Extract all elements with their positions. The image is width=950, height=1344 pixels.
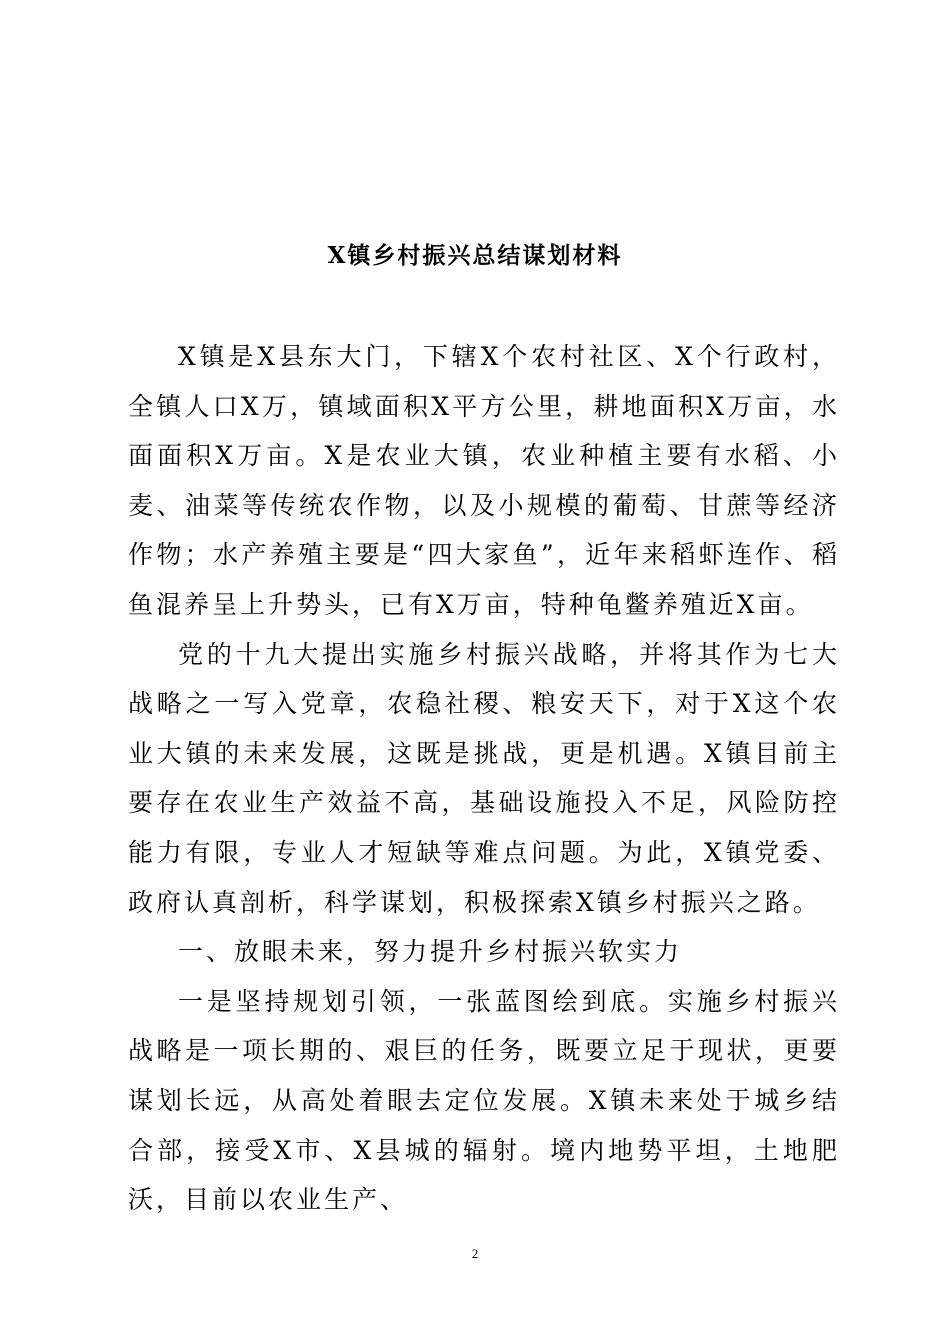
document-title: X镇乡村振兴总结谋划材料 [327,242,623,269]
document-body [128,332,840,1225]
section-heading-one: 一、放眼未来，努力提升乡村振兴软实力 [178,937,683,967]
paragraph-intro: X镇是X县东大门，下辖X个农村社区、X个行政村，全镇人口X万，镇域面积X平方公里，耕地面积X万亩，水面面积X万亩。X是农业大镇，农业种植主要有水稻、小麦、油菜等传统农作物，以及小规模的葡萄、甘蔗等经济作物；水产养殖主要是“四大家鱼”，近年来稻虾连作、稻鱼混养呈上升势头，已有X万亩，特种龟鳖养殖近X亩。 [128,342,840,619]
paragraph-planning: 一是坚持规划引领，一张蓝图绘到底。实施乡村振兴战略是一项长期的、艰巨的任务，既要立足于现状，更要谋划长远，从高处着眼去定位发展。X镇未来处于城乡结合部，接受X市、X县城的辐射。境内地势平坦，土地肥沃，目前以农业生产、 [128,986,840,1215]
paragraph-strategy: 党的十九大提出实施乡村振兴战略，并将其作为七大战略之一写入党章，农稳社稷、粮安天下，对于X这个农业大镇的未来发展，这既是挑战，更是机遇。X镇目前主要存在农业生产效益不高，基础设施投入不足，风险防控能力有限，专业人才短缺等难点问题。为此，X镇党委、政府认真剖析，科学谋划，积极探索X镇乡村振兴之路。 [128,639,840,917]
page-number: 2 [471,1246,479,1261]
